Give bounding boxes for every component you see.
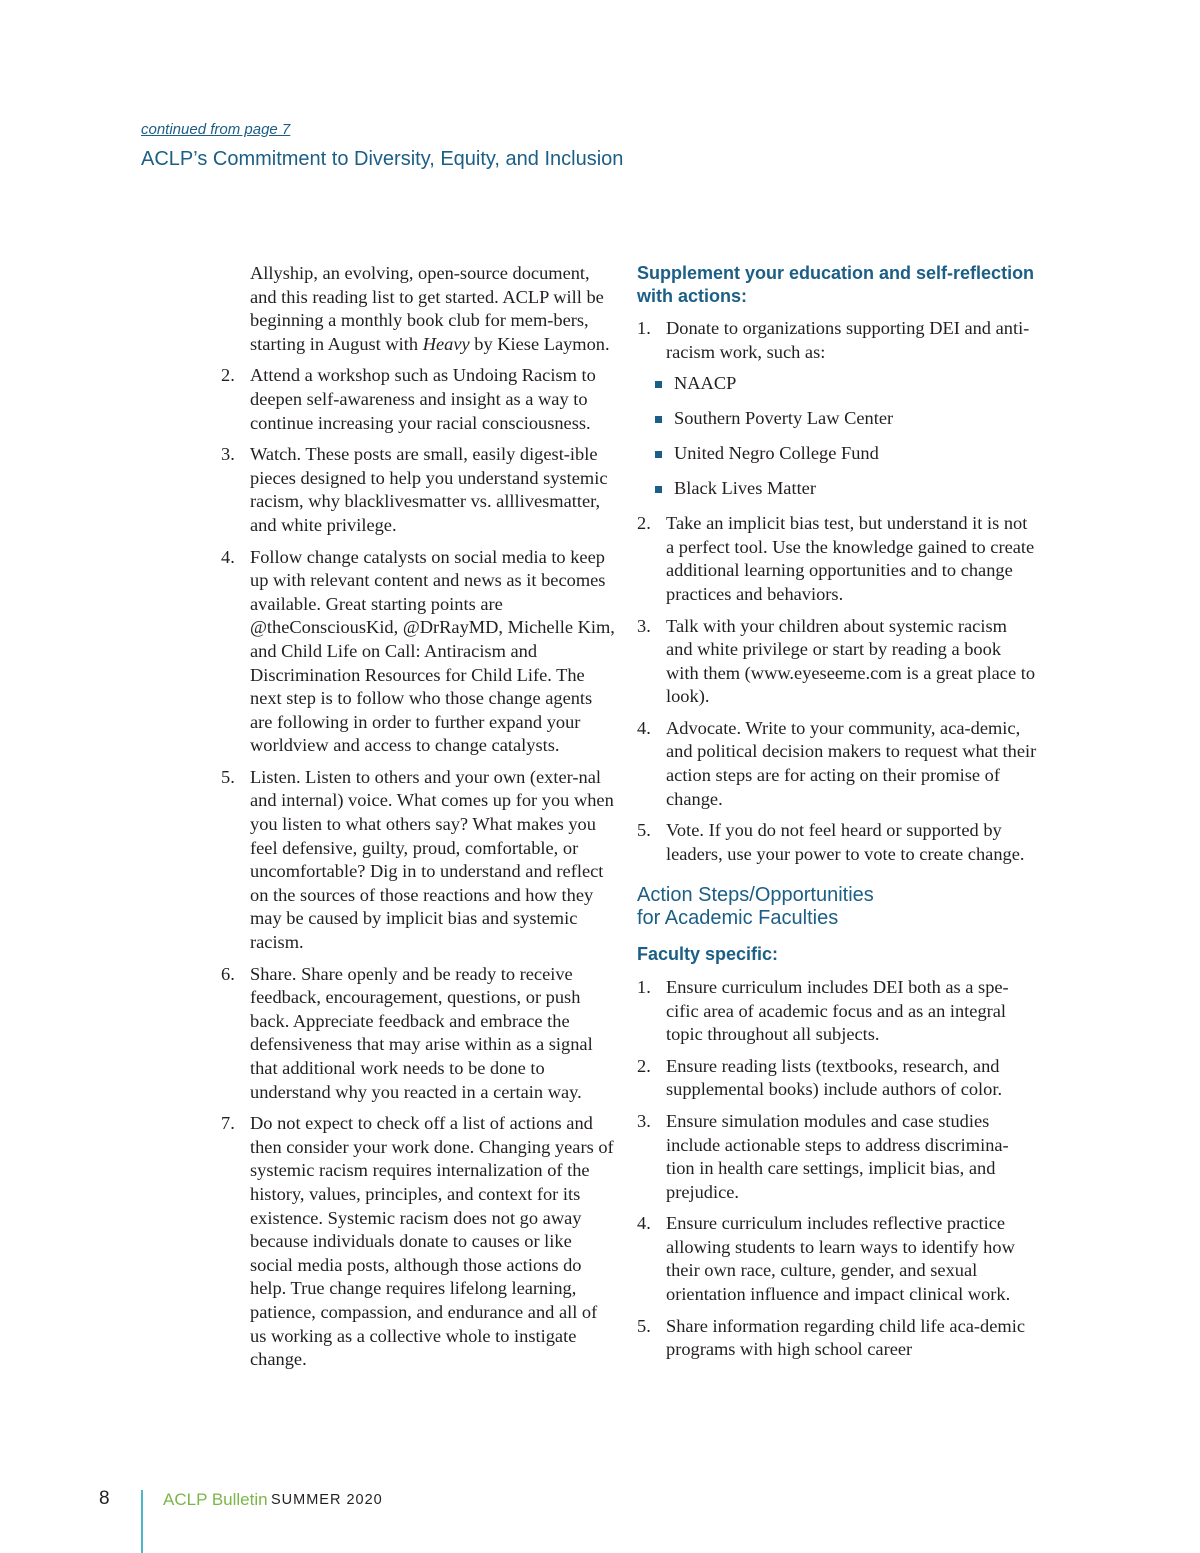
item-number: 1. bbox=[637, 976, 651, 997]
publication-name: ACLP Bulletin bbox=[163, 1490, 268, 1509]
list-item bbox=[637, 512, 1037, 606]
item-number: 3. bbox=[637, 615, 651, 636]
issue-label: SUMMER 2020 bbox=[271, 1492, 383, 1508]
item-text: Take an implicit bias test, but understand it is not a perfect tool. Use the knowledge gained to create additional learning opportunities and to change practices and behaviors. bbox=[666, 513, 1035, 604]
item-number: 3. bbox=[637, 1110, 651, 1131]
continuation-paragraph bbox=[250, 262, 616, 356]
page-title: ACLP’s Commitment to Diversity, Equity, and Inclusion bbox=[141, 148, 624, 170]
organization-item bbox=[637, 477, 1037, 501]
item-number: 3. bbox=[221, 444, 235, 465]
list-item bbox=[221, 364, 616, 435]
academic-faculties-heading bbox=[637, 884, 1037, 929]
list-item bbox=[221, 963, 616, 1105]
faculty-specific-heading: Faculty specific: bbox=[637, 944, 779, 965]
organization-name: NAACP bbox=[674, 373, 737, 394]
item-number: 6. bbox=[221, 963, 235, 984]
heading-line: for Academic Faculties bbox=[637, 906, 839, 929]
organization-item bbox=[637, 407, 1037, 431]
item-number: 4. bbox=[221, 546, 235, 567]
item-text: Ensure reading lists (textbooks, research, and supplemental books) include authors of color. bbox=[666, 1055, 1003, 1100]
item-text: Attend a workshop such as Undoing Racism to deepen self-awareness and insight as a way to continue increasing your racial consciousness. bbox=[250, 365, 596, 433]
list-item bbox=[637, 1055, 1037, 1102]
item-text: Advocate. Write to your community, aca-demic, and political decision makers to request what their action steps are for acting on their promise of change. bbox=[666, 717, 1037, 809]
item-text: Listen. Listen to others and your own (exter-nal and internal) voice. What comes up for you when you listen to what others say? What makes you feel defensive, guilty, proud, comfortable, or uncomfortable? Dig in to understand and reflect on the sources of those reactions and how they may be caused by implicit bias and systemic racism. bbox=[250, 766, 614, 953]
square-bullet-icon bbox=[655, 486, 662, 493]
right-column bbox=[637, 262, 1037, 1370]
list-item bbox=[221, 443, 616, 537]
item-text: Vote. If you do not feel heard or supported by leaders, use your power to vote to create change. bbox=[666, 820, 1025, 864]
organization-name: Black Lives Matter bbox=[674, 478, 816, 499]
page-number: 8 bbox=[99, 1488, 110, 1509]
list-item bbox=[637, 717, 1037, 811]
item-number: 5. bbox=[637, 820, 651, 841]
item-text: Follow change catalysts on social media to keep up with relevant content and news as it becomes available. Great starting points are @theConsciousKid, @DrRayMD, Michelle Kim, and Child Life on Call: Antiracism and Discrimination Resources for Child Life. The next step is to follow who those change agents are following in order to further expand your worldview and access to change catalysts. bbox=[250, 546, 615, 756]
left-numbered-list bbox=[221, 364, 616, 1371]
list-item bbox=[637, 317, 1037, 501]
item-text: Ensure curriculum includes DEI both as a spe-cific area of academic focus and as an integral topic throughout all subjects. bbox=[666, 976, 1009, 1045]
item-number: 5. bbox=[637, 1315, 651, 1336]
item-text: Ensure curriculum includes reflective practice allowing students to learn ways to identify how their own race, culture, gender, and sexual orientation influence and impact clinical work. bbox=[666, 1213, 1015, 1305]
footer-divider bbox=[141, 1490, 143, 1553]
left-column bbox=[221, 262, 616, 1380]
item-number: 4. bbox=[637, 717, 651, 738]
list-item bbox=[637, 615, 1037, 709]
list-item bbox=[221, 1112, 616, 1372]
item-number: 5. bbox=[221, 766, 235, 787]
item-text: Share. Share openly and be ready to receive feedback, encouragement, questions, or push back. Appreciate feedback and embrace the defensiveness that may arise within as a signal that additional work needs to be done to understand why you reacted in a certain way. bbox=[250, 963, 593, 1102]
list-item bbox=[221, 546, 616, 758]
list-item bbox=[221, 766, 616, 955]
item-text: Do not expect to check off a list of actions and then consider your work done. Changing years of systemic racism requires internalization of the history, values, principles, and context for its existence. Systemic racism does not go away because individuals donate to causes or like social media posts, although those actions do help. True change requires lifelong learning, patience, compassion, and endurance and all of us working as a collective whole to instigate change. bbox=[250, 1113, 614, 1370]
organization-name: Southern Poverty Law Center bbox=[674, 408, 894, 429]
square-bullet-icon bbox=[655, 451, 662, 458]
item-text: Donate to organizations supporting DEI and anti-racism work, such as: bbox=[666, 318, 1030, 362]
organization-item bbox=[637, 442, 1037, 466]
list-item bbox=[637, 976, 1037, 1047]
square-bullet-icon bbox=[655, 416, 662, 423]
list-item bbox=[637, 819, 1037, 866]
item-number: 1. bbox=[637, 318, 651, 338]
faculty-list bbox=[637, 976, 1037, 1362]
item-text: Talk with your children about systemic racism and white privilege or start by reading a book with them (www.eyeseeme.com is a great place to look). bbox=[666, 615, 1036, 707]
list-item bbox=[637, 1212, 1037, 1306]
square-bullet-icon bbox=[655, 381, 662, 388]
item-number: 7. bbox=[221, 1113, 235, 1134]
supplement-heading: Supplement your education and self-reflection with actions: bbox=[637, 263, 1035, 306]
action-list bbox=[637, 317, 1037, 866]
list-item bbox=[637, 1315, 1037, 1362]
item-text: Ensure simulation modules and case studies include actionable steps to address discrimina-tion in health care settings, implicit bias, and prejudice. bbox=[666, 1110, 1009, 1202]
continuation-text-end: by Kiese Laymon. bbox=[469, 333, 610, 354]
continuation-text: Allyship, an evolving, open-source document, and this reading list to get started. ACLP will be beginning a monthly book club for mem-bers, starting in August with bbox=[250, 263, 604, 354]
item-number: 2. bbox=[221, 365, 235, 386]
organization-list bbox=[637, 372, 1037, 501]
book-title: Heavy bbox=[422, 333, 470, 354]
continued-link[interactable]: continued from page 7 bbox=[141, 121, 291, 138]
item-text: Watch. These posts are small, easily digest-ible pieces designed to help you understand systemic racism, why blacklivesmatter vs. alllivesmatter, and white privilege. bbox=[250, 444, 608, 535]
item-text: Share information regarding child life aca-demic programs with high school career bbox=[666, 1315, 1025, 1360]
item-number: 2. bbox=[637, 1055, 651, 1076]
organization-name: United Negro College Fund bbox=[674, 443, 879, 464]
list-item bbox=[637, 1110, 1037, 1204]
heading-line: Action Steps/Opportunities bbox=[637, 884, 874, 907]
item-number: 2. bbox=[637, 513, 651, 534]
organization-item bbox=[637, 372, 1037, 396]
item-number: 4. bbox=[637, 1213, 651, 1234]
